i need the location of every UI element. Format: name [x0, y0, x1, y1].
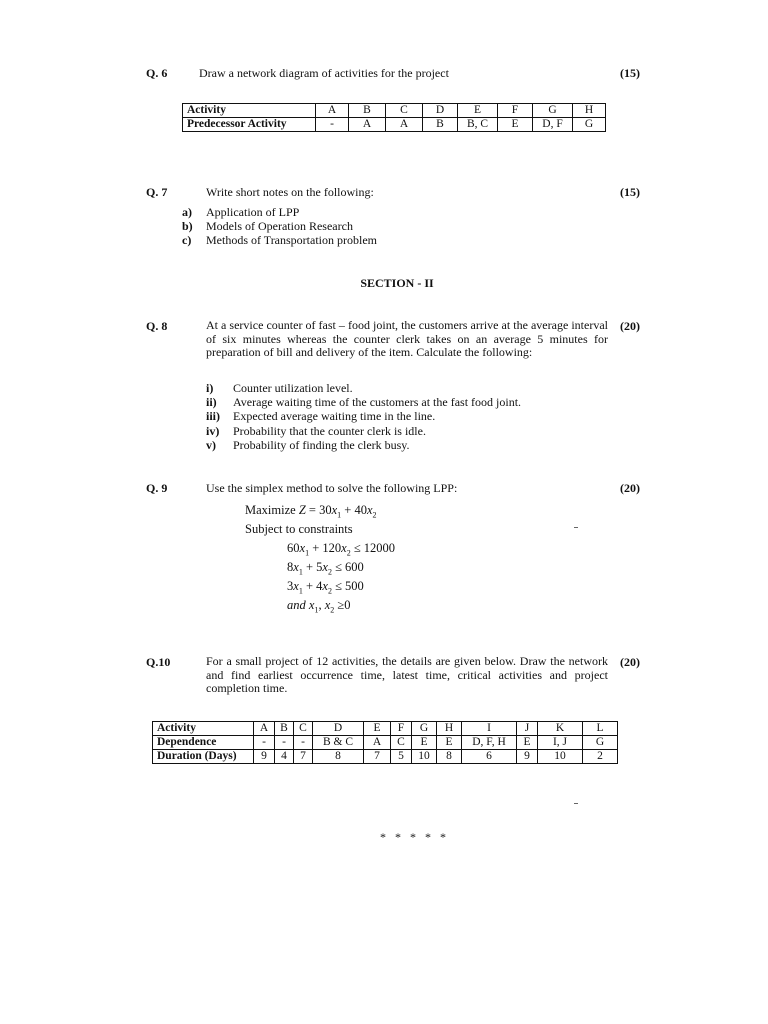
table-cell: B — [275, 722, 294, 736]
item-text: Counter utilization level. — [233, 381, 353, 395]
section-heading: SECTION - II — [360, 276, 434, 290]
item-label: ii) — [206, 395, 217, 409]
table-cell: C — [386, 104, 423, 118]
table-cell: 10 — [412, 750, 437, 764]
table-cell: - — [275, 736, 294, 750]
q6-table — [182, 103, 606, 132]
table-cell: - — [254, 736, 275, 750]
table-cell: E — [498, 118, 533, 132]
objective-function: Maximize $Z = 30x_1 + 40x_2$ — [245, 503, 377, 520]
table-cell: E — [364, 722, 391, 736]
table-cell: E — [437, 736, 462, 750]
table-cell: B — [349, 104, 386, 118]
q7-item — [182, 206, 299, 220]
q9-text: Use the simplex method to solve the following LPP: — [206, 481, 458, 495]
scan-speck — [574, 527, 578, 528]
table-cell: G — [412, 722, 437, 736]
q8-marks: (20) — [620, 319, 640, 333]
table-cell: A — [386, 118, 423, 132]
table-row-label: Activity — [183, 104, 316, 118]
subject-to: Subject to constraints — [245, 522, 353, 536]
table-cell: 8 — [437, 750, 462, 764]
item-text: Methods of Transportation problem — [206, 233, 377, 247]
table-cell: D, F — [533, 118, 573, 132]
non-negativity: and $x_1$, $x_2 \ge 0$ — [287, 598, 351, 615]
table-cell: D, F, H — [462, 736, 517, 750]
table-cell: 10 — [538, 750, 583, 764]
table-cell: G — [583, 736, 618, 750]
and-label: and — [287, 598, 306, 612]
item-text: Probability that the counter clerk is idle. — [233, 424, 426, 438]
q8-item — [206, 381, 353, 396]
item-text: Models of Operation Research — [206, 219, 353, 233]
item-text: Expected average waiting time in the line. — [233, 409, 436, 423]
table-cell: C — [391, 736, 412, 750]
constraint: $3x_1 + 4x_2 \le 500$ — [287, 579, 364, 596]
q10-duration-row — [153, 750, 618, 764]
table-row-label: Dependence — [153, 736, 254, 750]
table-cell: B — [423, 118, 458, 132]
q8-item — [206, 424, 426, 439]
table-cell: G — [573, 118, 606, 132]
table-cell: - — [316, 118, 349, 132]
scan-speck — [574, 803, 578, 804]
q6-activity-row — [183, 104, 606, 118]
q10-marks: (20) — [620, 655, 640, 669]
item-text: Average waiting time of the customers at the fast food joint. — [233, 395, 522, 409]
table-cell: 2 — [583, 750, 618, 764]
table-cell: H — [437, 722, 462, 736]
table-cell: 7 — [364, 750, 391, 764]
item-label: v) — [206, 438, 216, 452]
q10-text: For a small project of 12 activities, the details are given below. Draw the network and find earliest occurrence time, latest time, critical activities and project completion time. — [206, 654, 608, 695]
table-row-label: Duration (Days) — [153, 750, 254, 764]
table-cell: A — [349, 118, 386, 132]
q10-number: Q.10 — [146, 655, 171, 669]
table-cell: I — [462, 722, 517, 736]
table-cell: 9 — [517, 750, 538, 764]
table-cell: E — [517, 736, 538, 750]
q9-number: Q. 9 — [146, 481, 168, 495]
table-cell: K — [538, 722, 583, 736]
q7-item — [182, 220, 353, 234]
item-label: iv) — [206, 424, 220, 438]
q9-marks: (20) — [620, 481, 640, 495]
q8-item — [206, 438, 410, 453]
table-cell: D — [423, 104, 458, 118]
table-cell: E — [458, 104, 498, 118]
table-cell: E — [412, 736, 437, 750]
q10-table — [152, 721, 618, 764]
item-label: iii) — [206, 409, 220, 423]
item-label: c) — [182, 233, 192, 247]
table-cell: G — [533, 104, 573, 118]
table-cell: 6 — [462, 750, 517, 764]
table-cell: J — [517, 722, 538, 736]
item-label: a) — [182, 205, 192, 219]
q6-number: Q. 6 — [146, 66, 168, 80]
table-cell: 8 — [313, 750, 364, 764]
objective-prefix: Maximize — [245, 503, 299, 517]
q10-activity-row — [153, 722, 618, 736]
table-row-label: Activity — [153, 722, 254, 736]
item-text: Application of LPP — [206, 205, 300, 219]
table-cell: D — [313, 722, 364, 736]
q7-number: Q. 7 — [146, 185, 168, 199]
table-cell: C — [294, 722, 313, 736]
item-text: Probability of finding the clerk busy. — [233, 438, 410, 452]
table-cell: B & C — [313, 736, 364, 750]
q10-dependence-row — [153, 736, 618, 750]
table-cell: 9 — [254, 750, 275, 764]
q7-text: Write short notes on the following: — [206, 185, 374, 199]
table-cell: I, J — [538, 736, 583, 750]
table-cell: F — [391, 722, 412, 736]
table-row-label: Predecessor Activity — [183, 118, 316, 132]
item-label: b) — [182, 219, 193, 233]
constraint: $60x_1 + 120x_2 \le 12000$ — [287, 541, 396, 558]
q8-item — [206, 409, 435, 424]
table-cell: F — [498, 104, 533, 118]
table-cell: H — [573, 104, 606, 118]
table-cell: L — [583, 722, 618, 736]
table-cell: A — [364, 736, 391, 750]
q8-text: At a service counter of fast – food joint, the customers arrive at the average interval of six minutes whereas the counter clerk takes on an average 5 minutes for preparation of bill and delivery of the item. Calculate the following: — [206, 318, 608, 359]
table-cell: 4 — [275, 750, 294, 764]
q8-item — [206, 395, 521, 410]
table-cell: 5 — [391, 750, 412, 764]
table-cell: A — [316, 104, 349, 118]
item-label: i) — [206, 381, 214, 395]
table-cell: - — [294, 736, 313, 750]
table-cell: A — [254, 722, 275, 736]
table-cell: B, C — [458, 118, 498, 132]
q6-marks: (15) — [620, 66, 640, 80]
q7-item — [182, 234, 377, 248]
constraint: $8x_1 + 5x_2 \le 600$ — [287, 560, 364, 577]
q6-text: Draw a network diagram of activities for the project — [199, 66, 449, 80]
table-cell: 7 — [294, 750, 313, 764]
end-of-paper-mark: * * * * * — [380, 830, 449, 844]
q7-marks: (15) — [620, 185, 640, 199]
q8-number: Q. 8 — [146, 319, 168, 333]
q6-predecessor-row — [183, 118, 606, 132]
